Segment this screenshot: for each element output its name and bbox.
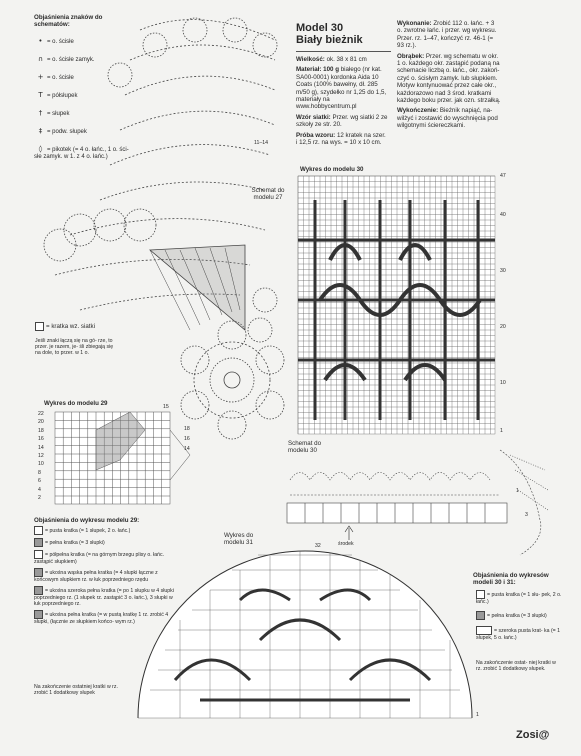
- wykres29-right-16: 16: [184, 436, 190, 442]
- symbol-legend-text: = o. ścisłe: [47, 75, 74, 81]
- model-value: ok. 38 x 81 cm: [326, 56, 367, 63]
- model-key: Wykończenie:: [397, 107, 439, 115]
- model-key: Wykonanie:: [397, 20, 432, 27]
- wykres29-row-label: 6: [38, 478, 41, 485]
- schemat27-row-label: 11–14: [254, 140, 269, 146]
- wykres29-row-label: 14: [38, 444, 44, 451]
- legend29-item: [34, 526, 174, 535]
- wykres30-title: Wykres do modelu 30: [300, 166, 364, 173]
- wykres30-tick-20: 20: [500, 324, 506, 330]
- legend29-note: Na zakończenie ostatniej kratki w rz. zrobić 1 dodatkowy słupek: [34, 684, 118, 696]
- model-value: Przer. wg siatki 2 ze szkoły ze str. 20.: [296, 113, 388, 129]
- symbol-legend-text: = podw. słupek: [47, 129, 87, 135]
- legend29-swatch-icon: [34, 526, 43, 535]
- legend3031-text: = pełna kratka (= 3 słupki): [487, 612, 547, 619]
- symbol-legend-text: = słupek: [47, 111, 70, 117]
- wykres30-row-bottom: 1: [500, 428, 503, 434]
- model-paragraph: [397, 107, 501, 129]
- symbol-legend-row: [34, 146, 129, 161]
- wykres29-row-label: 4: [38, 486, 41, 493]
- wykres29-row-label: 22: [38, 411, 44, 417]
- wykres31-row-right: 1: [476, 712, 479, 718]
- symbol-1-icon: ∩: [37, 55, 44, 63]
- model-value: 12 kratek na szer. i 12,5 rz. na wys. = 10 x 10 cm.: [296, 131, 386, 147]
- symbols-legend-items: [34, 38, 129, 161]
- symbol-5-icon: ‡: [38, 127, 43, 135]
- model-col1: [296, 56, 388, 149]
- legend29-item: [34, 568, 174, 583]
- symbol-legend-text: = pikotek (= 4 o. łańc., 1 o. ści- słe zamyk. w 1. z 4 o. łańc.): [34, 147, 129, 160]
- legend29-swatch-icon: [34, 586, 43, 595]
- symbol-4-icon: †: [38, 109, 43, 117]
- symbol-legend-text: = o. ścisłe: [47, 39, 74, 45]
- legend29-item: [34, 586, 174, 607]
- wykres30-tick-10: 10: [500, 380, 506, 386]
- symbol-2-icon: +: [37, 73, 44, 81]
- symbol-0-icon: •: [38, 37, 43, 45]
- wykres29-row-label: 8: [38, 469, 41, 476]
- srodek-label: środek: [338, 541, 354, 547]
- symbol-legend-row: [34, 92, 129, 100]
- schemat30-border: [287, 450, 548, 555]
- wykres29-row-labels: [38, 410, 52, 502]
- legend29-swatch-icon: [34, 610, 43, 619]
- wykres31-row: 32: [315, 543, 321, 549]
- wykres29-right-18: 18: [184, 426, 190, 432]
- legend3031-item: [476, 590, 571, 605]
- wykres31-title: Wykres do modelu 31: [224, 532, 254, 547]
- model-value: Bieżnik napiąć, na- wilżyć i zostawić do wyschnięcia pod wilgotnymi ściereczkami.: [397, 107, 498, 130]
- legend3031-note: Na zakończenie ostat- niej kratki w rz. zrobić 1 dodatkowy słupek.: [476, 660, 556, 672]
- model-number: Model 30: [296, 22, 344, 34]
- brand-signature: Zosi@: [516, 729, 550, 741]
- legend3031-text: = szeroka pusta krat- ka (= 1 słupek, 5 o. łańc.): [476, 627, 561, 641]
- wykres29-row-label: 20: [38, 419, 44, 426]
- legend29-item: [34, 550, 174, 565]
- symbols-legend: [34, 14, 129, 29]
- wykres30-row-top: 47: [500, 173, 506, 179]
- legend29-text: = ukośna wąska pełna kratka (= 4 słupki łączne z końcowym słupkiem rz. w łuk poprzedniego rzędu: [34, 569, 158, 583]
- model-name: Biały bieżnik: [296, 34, 363, 46]
- wykres29-right-14: 14: [184, 446, 190, 452]
- symbol-legend-row: [34, 128, 129, 136]
- legend29-text: = ukośna szeroka pełna kratka (= po 1 słupku w 4 słupki poprzedniego rz. (1 słupek rz. zastąpić 3 o. łańc.), 3 słupki w łuk poprzedniego rz.: [34, 587, 174, 607]
- legend3031-items: [476, 590, 571, 647]
- legend29-text: = pełna kratka (= 3 słupki): [45, 539, 105, 546]
- wykres29-row-label: 2: [38, 494, 41, 501]
- legend29-items: [34, 526, 174, 628]
- legend3031-title: Objaśnienia do wykresów modeli 30 i 31:: [473, 572, 549, 587]
- legend3031-text: = pusta kratka (= 1 słu- pek, 2 o. łańc.): [476, 591, 562, 605]
- model-value: białego (nr kat. SA00-0001) kordonka Aida 10 Coats (100% bawełny, dł. 285 m/50 g), szydełko nr 1,25 do 1,5, materiały na www.hobbycentrum.pl: [296, 66, 387, 111]
- symbols-legend-title: Objaśnienia znaków do schematów:: [34, 14, 103, 29]
- kratka-legend: [35, 322, 115, 331]
- schemat30-row-3: 3: [525, 512, 528, 518]
- wykres29-row-label: 12: [38, 452, 44, 459]
- model-paragraph: [296, 66, 388, 110]
- jesli-note: Jeśli znaki łączą się na gó- rze, to przer. je razem, je- śli zbiegają się na dole, to przer. w 1 o.: [35, 338, 114, 356]
- legend3031-swatch-icon: [476, 611, 485, 620]
- symbol-3-icon: T: [38, 91, 43, 99]
- model-paragraph: [296, 114, 388, 129]
- legend29-swatch-icon: [34, 568, 43, 577]
- model-paragraph: [296, 56, 388, 63]
- legend29-text: = pusta kratka (= 1 słupek, 2 o. łańc.): [45, 527, 131, 534]
- symbol-legend-text: = półsłupek: [47, 93, 78, 99]
- symbol-legend-row: [34, 38, 129, 46]
- legend29-swatch-icon: [34, 550, 43, 559]
- symbol-legend-text: = o. ścisłe zamyk.: [47, 57, 95, 63]
- model-paragraph: [397, 20, 501, 50]
- header-rule: [296, 51, 391, 52]
- schemat30-row-1: 1: [516, 488, 519, 494]
- legend29-title: Objaśnienia do wykresu modelu 29:: [34, 517, 140, 524]
- model-key: Wzór siatki:: [296, 113, 331, 121]
- model-paragraph: [397, 53, 501, 105]
- wykres29-corner: 15: [163, 404, 169, 410]
- model-header: [296, 22, 396, 46]
- symbol-legend-row: [34, 56, 129, 64]
- legend3031-item: [476, 626, 571, 641]
- empty-square-icon: [35, 322, 44, 331]
- wykres29-row-label: 10: [38, 461, 44, 468]
- model-paragraph: [296, 132, 388, 147]
- symbol-legend-row: [34, 74, 129, 82]
- model-key: Próba wzoru:: [296, 131, 336, 139]
- wykres29-row-label: 16: [38, 436, 44, 443]
- symbol-legend-row: [34, 110, 129, 118]
- model-key: Obrąbek:: [397, 52, 425, 60]
- schemat27-label: Schemat do modelu 27: [251, 187, 285, 202]
- wykres29-grid: [55, 412, 190, 504]
- legend29-item: [34, 538, 174, 547]
- wykres30-grid: [298, 176, 495, 434]
- model-col2: [397, 20, 501, 133]
- legend29-item: [34, 610, 174, 625]
- legend3031-item: [476, 611, 571, 620]
- legend3031-swatch-icon: [476, 626, 492, 635]
- legend29-text: = półpełna kratka (= na górnym brzegu plisy o. łańc. zastąpić słupkiem): [34, 551, 165, 565]
- model-value: Przer. wg schematu w okr. 1 o. każdego okr. zastąpić podaną na schemacie liczbą o. łańc., okr. zakoń- czyć o. ścisłym zamyk. lub słupkiem. Motyw kontynuować przez całe okr., każdorazowo nad 3 środ. kratkami każdego boku przer. jak ozn. strzałką.: [397, 52, 501, 105]
- symbol-6-icon: ◊: [38, 145, 43, 153]
- legend29-swatch-icon: [34, 538, 43, 547]
- wykres31-grid: [138, 551, 472, 718]
- model-key: Wielkość:: [296, 56, 325, 63]
- schemat30-title: Schemat do modelu 30: [288, 440, 322, 455]
- kratka-note: = kratka wz. siatki: [46, 323, 95, 331]
- model-value: Zrobić 112 o. łańc. + 3 o. zwrotne łańc. i przer. wg wykresu. Przer. rz. 1–47, kończyć rz. 46-1 (= 93 rz.).: [397, 20, 497, 50]
- wykres29-row-label: 18: [38, 427, 44, 434]
- legend3031-swatch-icon: [476, 590, 485, 599]
- legend29-text: = ukośna pełna kratka (= w pustą kratkę 1 rz. zrobić 4 słupki, (łącznie ze słupkiem końco- wym rz.): [34, 611, 169, 625]
- wykres30-tick-30: 30: [500, 268, 506, 274]
- model-key: Materiał: 100 g: [296, 66, 339, 74]
- wykres29-title: Wykres do modelu 29: [44, 400, 108, 407]
- wykres30-tick-40: 40: [500, 212, 506, 218]
